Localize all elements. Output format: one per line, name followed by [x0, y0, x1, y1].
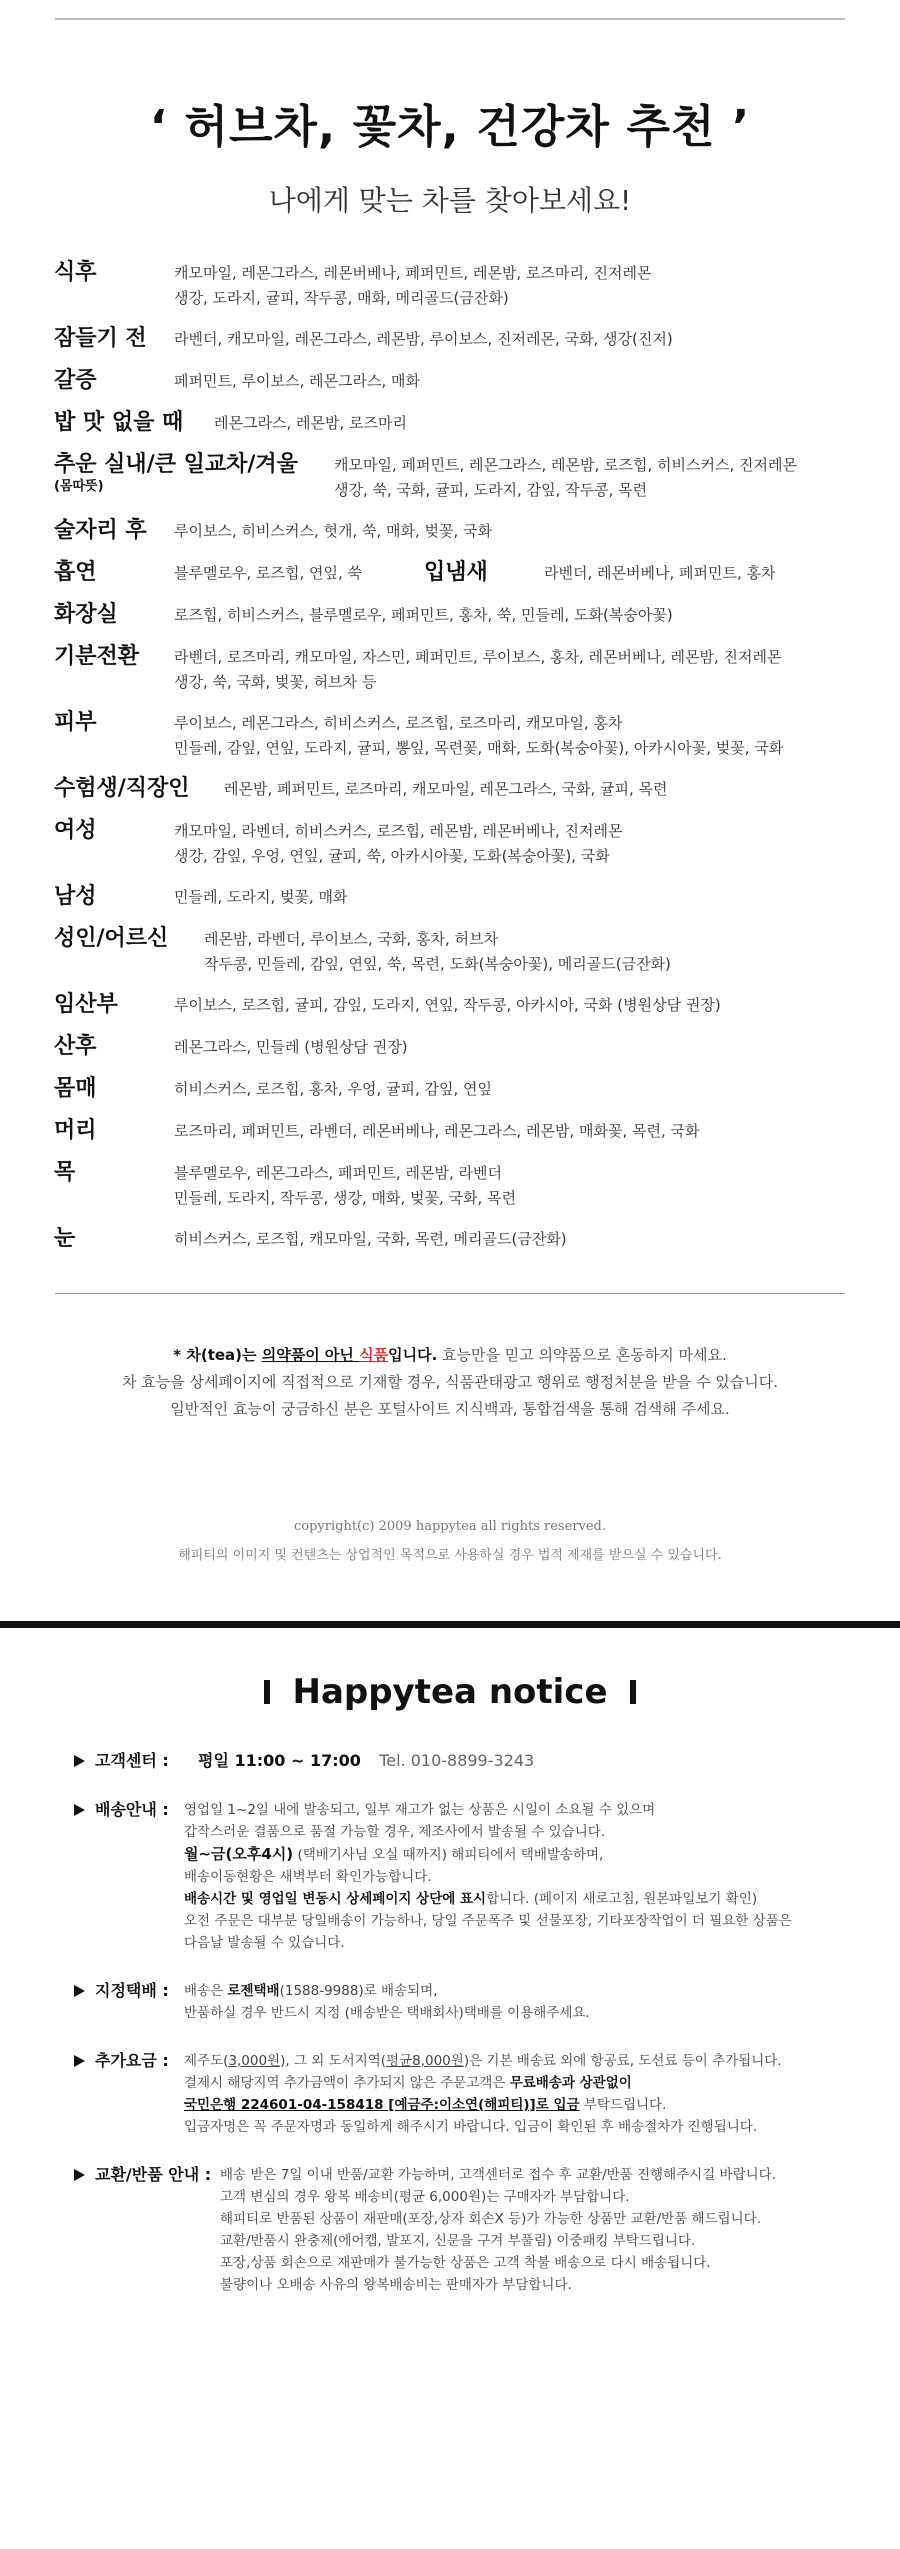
recommendation-label-text: 임산부 — [54, 992, 118, 1017]
recommendation-teas — [174, 259, 651, 311]
recommendation-label — [54, 775, 224, 803]
delivery-label: 배송안내 : — [95, 1800, 169, 1819]
recommendation-tea-line: 블루멜로우, 로즈힙, 연잎, 쑥 — [174, 564, 362, 582]
recommendation-row — [54, 259, 900, 311]
recommendation-teas — [174, 559, 424, 586]
jeju-fee: 3,000원 — [228, 2053, 281, 2069]
recommendation-tea-line: 루이보스, 레몬그라스, 히비스커스, 로즈힙, 로즈마리, 캐모마일, 홍차 — [174, 714, 623, 732]
tea-recommendation-list — [0, 259, 900, 1253]
recommendation-tea-line: 민들레, 도라지, 벚꽃, 매화 — [174, 888, 348, 906]
recommendation-tea-line: 라벤더, 레몬버베나, 페퍼민트, 홍차 — [544, 564, 776, 582]
courier-row — [74, 1980, 900, 2024]
section-divider — [55, 1293, 845, 1294]
food-notice-line-1 — [0, 1342, 900, 1369]
recommendation-tea-line: 레몬그라스, 레몬밤, 로즈마리 — [214, 414, 407, 432]
delivery-days-detail: (택배기사님 오실 때까지) 해피티에서 택배발송하며, — [293, 1847, 604, 1863]
recommendation-tea-line: 생강, 감잎, 우엉, 연잎, 귤피, 쑥, 아카시아꽃, 도화(복숭아꽃), 국화 — [174, 847, 610, 865]
recommendation-tea-line: 루이보스, 히비스커스, 헛개, 쑥, 매화, 벚꽃, 국화 — [174, 522, 493, 540]
recommendation-row — [54, 1117, 900, 1145]
top-divider — [55, 18, 845, 20]
store-info-list — [0, 1750, 900, 2296]
recommendation-label-text: 갈증 — [54, 368, 97, 393]
recommendation-row — [54, 517, 900, 545]
customer-center-body — [198, 1750, 534, 1773]
customer-center-head — [74, 1750, 198, 1772]
food-notice-food: 식품 — [359, 1346, 389, 1364]
recommendation-tea-line: 민들레, 도라지, 작두콩, 생강, 매화, 벚꽃, 국화, 목련 — [174, 1189, 517, 1207]
recommendation-teas — [174, 817, 622, 869]
delivery-change-notice: 배송시간 및 영업일 변동시 상세페이지 상단에 표시 — [184, 1891, 487, 1907]
jeju-label: 제주도( — [184, 2053, 229, 2069]
extra-fee-detail: 결제시 해당지역 추가금액이 추가되지 않은 주문고객은 — [184, 2075, 510, 2091]
recommendation-label: 입냄새 — [424, 560, 488, 585]
food-notice-is: 입니다. — [388, 1346, 438, 1364]
triangle-right-icon — [74, 1985, 85, 1997]
recommendation-teas — [174, 517, 492, 544]
food-notice — [0, 1342, 900, 1423]
delivery-days: 월~금(오후4시) — [184, 1845, 294, 1863]
delivery-head — [74, 1799, 184, 1821]
returns-line: 해피티로 반품된 상품이 재판매(포장,상자 회손X 등)가 가능한 상품만 교환/반품 해드립니다. — [220, 2211, 762, 2227]
triangle-right-icon — [74, 2055, 85, 2067]
recommendation-teas — [214, 409, 407, 436]
recommendation-label — [54, 883, 174, 911]
courier-company: 로젠택배 — [227, 1983, 280, 1999]
recommendation-label — [54, 451, 334, 495]
returns-head — [74, 2164, 220, 2186]
recommendation-row — [54, 409, 900, 437]
happytea-notice-heading: Happytea notice — [292, 1672, 608, 1712]
courier-head — [74, 1980, 184, 2002]
returns-label: 교환/반품 안내 : — [95, 2165, 212, 2184]
bank-account-request: 부탁드립니다. — [579, 2097, 667, 2113]
recommendation-row — [54, 559, 900, 587]
recommendation-label — [54, 1159, 174, 1187]
bank-account: 국민은행 224601-04-158418 [예금주:이소연(해피티)]로 입금 — [184, 2097, 580, 2113]
recommendation-label-text: 여성 — [54, 818, 97, 843]
returns-line: 교환/반품시 완충제(에어캡, 발포지, 신문을 구겨 부풀림) 이중패킹 부탁드립니다. — [220, 2233, 696, 2249]
recommendation-teas — [174, 1033, 408, 1060]
recommendation-row — [54, 601, 900, 629]
recommendation-label-text: 피부 — [54, 710, 97, 735]
recommendation-tea-line: 히비스커스, 로즈힙, 홍차, 우엉, 귤피, 감잎, 연잎 — [174, 1080, 493, 1098]
recommendation-tea-line: 생강, 쑥, 국화, 벚꽃, 허브차 등 — [174, 673, 377, 691]
courier-line — [184, 1980, 590, 2002]
recommendation-row — [54, 325, 900, 353]
recommendation-teas — [174, 1117, 699, 1144]
recommendation-label-text: 산후 — [54, 1034, 97, 1059]
recommendation-teas — [174, 325, 673, 352]
recommendation-sublabel: (몸따뜻) — [54, 479, 104, 494]
recommendation-tea-line: 생강, 도라지, 귤피, 작두콩, 매화, 메리골드(금잔화) — [174, 289, 509, 307]
recommendation-tea-line: 작두콩, 민들레, 감잎, 연잎, 쑥, 목련, 도화(복숭아꽃), 메리골드(금잔화) — [204, 955, 671, 973]
recommendation-label-text: 머리 — [54, 1118, 97, 1143]
recommendation-label-text: 흡연 — [54, 560, 97, 585]
recommendation-row — [54, 1075, 900, 1103]
returns-line: 불량이나 오배송 사유의 왕복배송비는 판매자가 부담합니다. — [220, 2277, 572, 2293]
recommendation-tea-line: 라벤더, 캐모마일, 레몬그라스, 레몬밤, 루이보스, 진저레몬, 국화, 생강(진저) — [174, 330, 673, 348]
recommendation-label — [54, 367, 174, 395]
delivery-line — [184, 1843, 792, 1866]
business-hours: 평일 11:00 ~ 17:00 — [198, 1751, 361, 1770]
extra-fee-line — [184, 2094, 782, 2116]
triangle-right-icon — [74, 1755, 85, 1767]
recommendation-teas — [174, 709, 783, 761]
recommendation-tea-line: 레몬밤, 페퍼민트, 로즈마리, 캐모마일, 레몬그라스, 국화, 귤피, 목련 — [224, 780, 668, 798]
recommendation-tea-line: 블루멜로우, 레몬그라스, 페퍼민트, 레몬밤, 라벤더 — [174, 1164, 502, 1182]
recommendation-tea-line: 루이보스, 로즈힙, 귤피, 감잎, 도라지, 연잎, 작두콩, 아카시아, 국화 (병원상담 권장) — [174, 996, 721, 1014]
recommendation-label-text: 식후 — [54, 260, 97, 285]
extra-fee-row — [74, 2050, 900, 2138]
happytea-notice-title — [0, 1672, 900, 1712]
phone-number[interactable]: Tel. 010-8899-3243 — [379, 1751, 535, 1770]
recommendation-row — [54, 1033, 900, 1061]
notice-divider — [0, 1621, 900, 1628]
courier-line: 반품하실 경우 반드시 지정 (배송받은 택배회사)택배를 이용해주세요. — [184, 2005, 590, 2021]
recommendation-label — [54, 709, 174, 737]
page-subtitle: 나에게 맞는 차를 찾아보세요! — [268, 184, 632, 217]
recommendation-teas — [204, 925, 671, 977]
returns-line: 배송 받은 7일 이내 반품/교환 가능하며, 고객센터로 접수 후 교환/반품 진행해주시길 바랍니다. — [220, 2167, 776, 2183]
delivery-line — [184, 1888, 792, 1910]
recommendation-teas — [174, 883, 348, 910]
recommendation-teas — [224, 775, 668, 802]
recommendation-tea-line: 생강, 쑥, 국화, 귤피, 도라지, 감잎, 작두콩, 목련 — [334, 481, 648, 499]
extra-fee-detail: )은 기본 배송료 외에 항공료, 도선료 등이 추가됩니다. — [463, 2053, 782, 2069]
food-notice-line-3: 일반적인 효능이 궁금하신 분은 포털사이트 지식백과, 통합검색을 통해 검색해 주세요. — [170, 1400, 730, 1418]
returns-body — [220, 2164, 776, 2296]
courier-prefix: 배송은 — [184, 1983, 228, 1999]
triangle-right-icon — [74, 2169, 85, 2181]
extra-fee-label: 추가요금 : — [95, 2051, 169, 2070]
recommendation-row — [54, 1225, 900, 1253]
recommendation-label-text: 밥 맛 없을 때 — [54, 410, 184, 435]
extra-fee-head — [74, 2050, 184, 2072]
delivery-body — [184, 1799, 792, 1954]
recommendation-row — [54, 451, 900, 503]
recommendation-label-text: 눈 — [54, 1226, 76, 1251]
returns-line: 포장,상품 회손으로 재판매가 불가능한 상품은 고객 착불 배송으로 다시 배송됩니다. — [220, 2255, 711, 2271]
recommendation-label — [54, 643, 174, 671]
island-label: ), 그 외 도서지역( — [280, 2053, 387, 2069]
recommendation-row — [54, 643, 900, 695]
recommendation-row — [54, 709, 900, 761]
customer-center-label: 고객센터 : — [95, 1751, 169, 1770]
recommendation-teas — [174, 1159, 516, 1211]
recommendation-teas — [334, 451, 797, 503]
recommendation-row — [54, 991, 900, 1019]
copyright-notice: 해피티의 이미지 및 컨텐츠는 상업적인 목적으로 사용하실 경우 법적 제재를 받으실 수 있습니다. — [178, 1548, 722, 1563]
title-bar-icon — [264, 1680, 270, 1704]
delivery-line: 영업일 1~2일 내에 발송되고, 일부 재고가 없는 상품은 시일이 소요될 수 있으며 — [184, 1802, 656, 1818]
recommendation-tea-line: 캐모마일, 레몬그라스, 레몬버베나, 페퍼민트, 레몬밤, 로즈마리, 진저레몬 — [174, 264, 652, 282]
recommendation-label — [54, 601, 174, 629]
recommendation-teas — [544, 559, 775, 586]
extra-fee-body — [184, 2050, 782, 2138]
recommendation-teas — [174, 1075, 492, 1102]
recommendation-tea-line: 페퍼민트, 루이보스, 레몬그라스, 매화 — [174, 372, 420, 390]
recommendation-row — [54, 775, 900, 803]
extra-fee-line: 입금자명은 꼭 주문자명과 동일하게 해주시기 바랍니다. 입금이 확인된 후 배송절차가 진행됩니다. — [184, 2119, 758, 2135]
recommendation-label — [54, 325, 174, 353]
recommendation-teas — [174, 1225, 567, 1252]
recommendation-row — [54, 883, 900, 911]
recommendation-tea-line: 캐모마일, 라벤더, 히비스커스, 로즈힙, 레몬밤, 레몬버베나, 진저레몬 — [174, 822, 623, 840]
courier-phone: (1588-9988)로 배송되며, — [279, 1983, 438, 1999]
courier-label: 지정택배 : — [95, 1981, 169, 2000]
recommendation-label-text: 몸매 — [54, 1076, 97, 1101]
recommendation-tea-line: 라벤더, 로즈마리, 캐모마일, 자스민, 페퍼민트, 루이보스, 홍차, 레몬버베나, 레몬밤, 진저레몬 — [174, 648, 782, 666]
recommendation-label-text: 남성 — [54, 884, 97, 909]
recommendation-label-text: 화장실 — [54, 602, 118, 627]
extra-fee-line — [184, 2050, 782, 2072]
customer-center-row — [74, 1750, 900, 1773]
title-bar-icon — [630, 1680, 636, 1704]
recommendation-tea-line: 로즈힙, 히비스커스, 블루멜로우, 페퍼민트, 홍차, 쑥, 민들레, 도화(복숭아꽃) — [174, 606, 673, 624]
delivery-change-detail: 합니다. (페이지 새로고침, 원본파일보기 확인) — [486, 1891, 758, 1907]
returns-row — [74, 2164, 900, 2296]
recommendation-label — [54, 1075, 174, 1103]
food-notice-line-2: 차 효능을 상세페이지에 직접적으로 기재할 경우, 식품관태광고 행위로 행정처분을 받을 수 있습니다. — [121, 1373, 779, 1391]
recommendation-teas — [174, 601, 673, 628]
recommendation-row — [54, 817, 900, 869]
recommendation-label — [54, 1225, 174, 1253]
delivery-line: 배송이동현황은 새벽부터 확인가능합니다. — [184, 1869, 432, 1885]
food-notice-warning: 효능만을 믿고 의약품으로 혼동하지 마세요. — [437, 1346, 727, 1364]
island-fee: 평균8,000원 — [386, 2053, 464, 2069]
recommendation-row — [54, 925, 900, 977]
copyright: copyright(c) 2009 happytea all rights reserved. — [293, 1519, 607, 1534]
recommendation-teas — [174, 991, 721, 1018]
delivery-row — [74, 1799, 900, 1954]
page-title: ‘ 허브차, 꽃차, 건강차 추천 ’ — [149, 100, 751, 153]
recommendation-tea-line: 히비스커스, 로즈힙, 캐모마일, 국화, 목련, 메리골드(금잔화) — [174, 1230, 567, 1248]
food-notice-not-medicine: 의약품이 아닌 — [261, 1346, 360, 1364]
recommendation-label — [54, 259, 174, 287]
product-detail-page — [0, 18, 900, 2296]
recommendation-label-text: 기분전환 — [54, 644, 140, 669]
food-notice-prefix: * 차(tea)는 — [173, 1346, 262, 1364]
recommendation-label — [54, 925, 204, 953]
delivery-line: 다음날 발송될 수 있습니다. — [184, 1935, 345, 1951]
recommendation-tea-line: 캐모마일, 페퍼민트, 레몬그라스, 레몬밤, 로즈힙, 히비스커스, 진저레몬 — [334, 456, 797, 474]
recommendation-label-text: 목 — [54, 1160, 76, 1185]
courier-body — [184, 1980, 590, 2024]
free-shipping-note: 무료배송과 상관없이 — [509, 2075, 632, 2091]
recommendation-label — [54, 1117, 174, 1145]
triangle-right-icon — [74, 1804, 85, 1816]
recommendation-label-text: 잠들기 전 — [54, 326, 147, 351]
recommendation-label — [54, 409, 214, 437]
recommendation-label-text: 성인/어르신 — [54, 926, 169, 951]
recommendation-row — [54, 1159, 900, 1211]
recommendation-teas — [174, 367, 420, 394]
recommendation-label — [54, 559, 174, 587]
returns-line: 고객 변심의 경우 왕복 배송비(평균 6,000원)는 구매자가 부담합니다. — [220, 2189, 630, 2205]
recommendation-tea-line: 레몬밤, 라벤더, 루이보스, 국화, 홍차, 허브차 — [204, 930, 499, 948]
recommendation-label-text: 술자리 후 — [54, 518, 147, 543]
recommendation-teas — [174, 643, 781, 695]
recommendation-label — [54, 991, 174, 1019]
recommendation-tea-line: 로즈마리, 페퍼민트, 라벤더, 레몬버베나, 레몬그라스, 레몬밤, 매화꽃, 목련, 국화 — [174, 1122, 700, 1140]
recommendation-tea-line: 민들레, 감잎, 연잎, 도라지, 귤피, 뽕잎, 목련꽃, 매화, 도화(복숭아꽃), 아카시아꽃, 벚꽃, 국화 — [174, 739, 784, 757]
recommendation-label-text: 수험생/직장인 — [54, 776, 190, 801]
recommendation-label-text: 추운 실내/큰 일교차/겨울 — [54, 452, 298, 477]
delivery-line: 갑작스러운 결품으로 품절 가능할 경우, 제조사에서 발송될 수 있습니다. — [184, 1824, 606, 1840]
recommendation-label — [54, 817, 174, 845]
recommendation-row — [54, 367, 900, 395]
delivery-line: 오전 주문은 대부분 당일배송이 가능하나, 당일 주문폭주 및 선물포장, 기타포장작업이 더 필요한 상품은 — [184, 1913, 792, 1929]
extra-fee-line — [184, 2072, 782, 2094]
recommendation-label — [54, 517, 174, 545]
recommendation-tea-line: 레몬그라스, 민들레 (병원상담 권장) — [174, 1038, 408, 1056]
recommendation-label — [54, 1033, 174, 1061]
